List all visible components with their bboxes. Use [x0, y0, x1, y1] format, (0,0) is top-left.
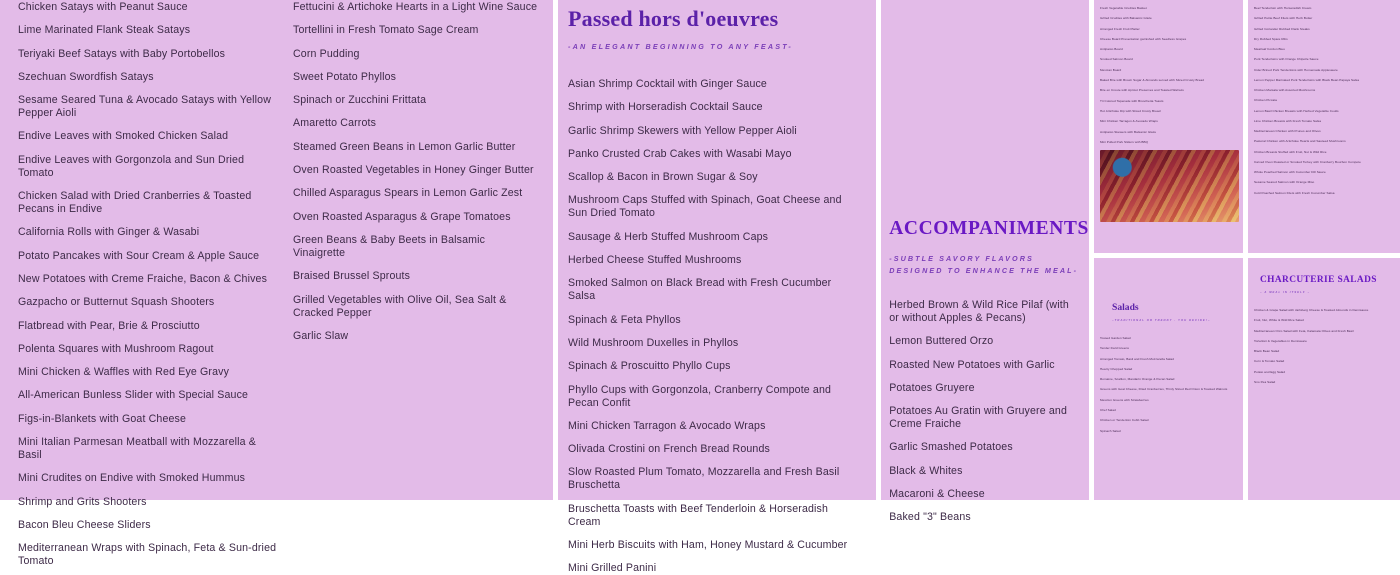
menu-item: Spinach or Zucchini Frittata: [293, 94, 427, 107]
entrees-thumbnail-panel: [1248, 0, 1400, 253]
salads-heading-block: [1100, 302, 1237, 322]
menu-item: Garlic Shrimp Skewers with Yellow Pepper Aioli: [568, 124, 797, 137]
menu-item-tiny: Lemon Basil Chicken Breasts with Herbed Vegetable Coulis: [1254, 108, 1339, 113]
charcuterie-heading-block: [1254, 275, 1394, 294]
menu-item-tiny: Black Bean Salad: [1254, 349, 1280, 354]
menu-item-tiny: Grilled Coriander Rubbed Flank Steaks: [1254, 26, 1310, 31]
menu-item-tiny: Tender Field Greens: [1100, 346, 1129, 351]
menu-item: Tortellini in Fresh Tomato Sage Cream: [293, 24, 479, 37]
menu-item: Chicken Salad with Dried Cranberries & Toasted Pecans in Endive: [18, 190, 252, 216]
salads-title: Salads: [1112, 302, 1139, 313]
salads-list: [1100, 336, 1237, 433]
menu-item-tiny: Sesame Seared Salmon with Orange Miso: [1254, 180, 1315, 185]
menu-item-tiny: Arranged Tomato, Basil and Fresh Mozzarella Salad: [1100, 356, 1174, 361]
menu-item-tiny: Cider Brined Pork Tenderloins with Homemade Applesauce: [1254, 67, 1338, 72]
displays-thumbnail-panel: [1094, 0, 1243, 253]
menu-item: Spinach & Feta Phyllos: [568, 313, 681, 326]
menu-item: Lime Marinated Flank Steak Satays: [18, 24, 191, 37]
menu-item: Szechuan Swordfish Satays: [18, 70, 154, 83]
passed-hors-title: Passed hors d'oeuvres: [568, 6, 779, 31]
appetizers-sides-panel: [0, 0, 553, 568]
passed-hors-list: [558, 78, 876, 575]
menu-item: Bacon Bleu Cheese Sliders: [18, 518, 151, 531]
menu-item-tiny: Tri Colored Tapenade with Bruschetta Toasts: [1100, 98, 1164, 103]
menu-item: Shrimp with Horseradish Cocktail Sauce: [568, 101, 763, 114]
menu-item: Panko Crusted Crab Cakes with Wasabi Mayo: [568, 147, 792, 160]
accompaniments-panel: [881, 0, 1089, 524]
passed-hors-subtitle: -AN ELEGANT BEGINNING TO ANY FEAST-: [568, 42, 794, 51]
menu-item: Phyllo Cups with Gorgonzola, Cranberry Compote and Pecan Confit: [568, 383, 832, 409]
menu-item-tiny: Chicken or Tenderloin Cobb Salad: [1100, 418, 1149, 423]
menu-item-tiny: Chef Salad: [1100, 408, 1116, 413]
menu-item: Mini Chicken & Waffles with Red Eye Gravy: [18, 366, 230, 379]
menu-item: All-American Bunless Slider with Special Sauce: [18, 389, 249, 402]
menu-item-tiny: Arranged Fresh Fruit Platter: [1100, 26, 1140, 31]
menu-item-tiny: Tossed Garden Salad: [1100, 336, 1131, 340]
menu-item-tiny: Mini Pulled Pork Sliders with BBQ: [1100, 139, 1149, 144]
menu-item: Figs-in-Blankets with Goat Cheese: [18, 412, 187, 425]
column-one-list: [0, 0, 285, 568]
menu-item-tiny: Antipasto Skewers with Balsamic Glaze: [1100, 129, 1157, 134]
menu-item-tiny: Antipasto Board: [1100, 47, 1123, 52]
menu-item-tiny: Pastoral Chicken with Artichoke Hearts and Sauteed Mushrooms: [1254, 139, 1346, 144]
menu-item-tiny: Grilled Petite Beef Filets with Herb Butter: [1254, 16, 1313, 21]
charcuterie-thumbnail-panel: [1248, 258, 1400, 500]
menu-item-tiny: Potato and Egg Salad: [1254, 369, 1286, 374]
entrees-list: [1254, 6, 1394, 195]
menu-item: Mini Herb Biscuits with Ham, Honey Mustard & Cucumber: [568, 539, 848, 552]
menu-item: Roasted New Potatoes with Garlic: [889, 358, 1055, 371]
menu-item: Spinach & Proscuitto Phyllo Cups: [568, 360, 731, 373]
menu-item-tiny: Greens with Goat Cheese, Dried Cranberries, Thinly Sliced Red Onion & Toasted Walnuts: [1100, 387, 1228, 392]
menu-item-tiny: Dry Rubbed Spare Ribs: [1254, 36, 1288, 41]
menu-item: Grilled Vegetables with Olive Oil, Sea Salt & Cracked Pepper: [293, 293, 507, 319]
menu-item: Fettucini & Artichoke Hearts in a Light Wine Sauce: [293, 1, 538, 13]
thumbnail-row-top: [1094, 0, 1400, 253]
menu-item-tiny: Mesclun Greens with Strawberries: [1100, 397, 1149, 402]
menu-item: Corn Pudding: [293, 47, 360, 60]
thumbnail-row-bottom: [1094, 258, 1400, 500]
menu-item-tiny: Carved Oven Roasted or Smoked Turkey with Cranberry Bourbon Compote: [1254, 159, 1361, 164]
menu-item-tiny: Spinach Salad: [1100, 428, 1121, 433]
menu-item: Steamed Green Beans in Lemon Garlic Butter: [293, 140, 516, 153]
menu-item: Sweet Potato Phyllos: [293, 70, 397, 83]
menu-item-tiny: Chicken & Grape Salad with Jarlsberg Cheese & Toasted Almonds in Demisauce: [1254, 308, 1369, 312]
menu-item: Slow Roasted Plum Tomato, Mozzarella and Fresh Basil Bruschetta: [568, 466, 840, 492]
menu-item: Endive Leaves with Smoked Chicken Salad: [18, 130, 229, 143]
menu-item: Potatoes Au Gratin with Gruyere and Creme Fraiche: [889, 405, 1067, 431]
menu-item: Potatoes Gruyere: [889, 381, 975, 394]
accompaniments-list: [881, 299, 1089, 524]
menu-item: Braised Brussel Sprouts: [293, 270, 411, 283]
menu-item: Endive Leaves with Gorgonzola and Sun Dried Tomato: [18, 153, 245, 179]
menu-item-tiny: Brie en Croute with Apricot Preserves and Toasted Walnuts: [1100, 88, 1184, 93]
menu-item-tiny: Fruit, Nut, White & Wild Rice Salad: [1254, 318, 1304, 323]
menu-item: Polenta Squares with Mushroom Ragout: [18, 342, 214, 355]
menu-item-tiny: Tortelloni & Vegetables in Demisauce: [1254, 338, 1307, 343]
menu-item-tiny: Mediterranean Orzo Salad with Feta, Kalamata Olives and Fresh Basil: [1254, 328, 1354, 333]
menu-item: Baked "3" Beans: [889, 511, 971, 524]
menu-item: Garlic Smashed Potatoes: [889, 441, 1013, 454]
menu-item: Green Beans & Baby Beets in Balsamic Vinaigrette: [293, 233, 486, 259]
menu-item-tiny: Sno Pea Salad: [1254, 380, 1276, 385]
menu-item: Mini Italian Parmesan Meatball with Mozzarella & Basil: [18, 436, 257, 462]
menu-item: Teriyaki Beef Satays with Baby Portobellos: [18, 47, 226, 60]
menu-item: New Potatoes with Creme Fraiche, Bacon & Chives: [18, 272, 268, 285]
menu-item: Herbed Brown & Wild Rice Pilaf (with or without Apples & Pecans): [889, 299, 1069, 324]
menu-item: Gazpacho or Butternut Squash Shooters: [18, 296, 215, 309]
menu-item: Sausage & Herb Stuffed Mushroom Caps: [568, 230, 769, 243]
menu-item: Olivada Crostini on French Bread Rounds: [568, 443, 770, 456]
menu-item-tiny: Chicken Marsala with Assorted Mushrooms: [1254, 88, 1316, 92]
salads-subtitle: ~TRADITIONAL OR TRENDY - YOU DECIDE!~: [1112, 319, 1211, 322]
menu-item: Flatbread with Pear, Brie & Prosciutto: [18, 319, 200, 332]
menu-item: Chicken Satays with Peanut Sauce: [18, 1, 188, 13]
menu-item-tiny: Cheese Board Presentation garnished with Seedless Grapes: [1100, 36, 1187, 41]
menu-item: Macaroni & Cheese: [889, 488, 985, 501]
menu-item: Mini Crudites on Endive with Smoked Hummus: [18, 472, 246, 485]
menu-item-tiny: Corn & Tomato Salad: [1254, 359, 1285, 364]
menu-item-tiny: Mediterranean Chicken with Prunes and Olives: [1254, 129, 1321, 133]
charcuterie-list: [1254, 308, 1394, 384]
menu-item: Garlic Slaw: [293, 329, 349, 342]
menu-item: Herbed Cheese Stuffed Mushrooms: [568, 254, 742, 267]
passed-hors-doeuvres-panel: [558, 0, 876, 575]
menu-item-tiny: Baked Brie with Brown Sugar & Almonds served with Sliced Crusty Bread: [1100, 78, 1205, 83]
menu-item-tiny: Grilled Crudites with Balsamic Glaze: [1100, 16, 1152, 21]
menu-item: California Rolls with Ginger & Wasabi: [18, 226, 200, 239]
menu-item: Sesame Seared Tuna & Avocado Satays with Yellow Pepper Aioli: [18, 94, 272, 120]
menu-item-tiny: Meatloaf Cordon Bleu: [1254, 47, 1285, 51]
menu-item-tiny: Mini Chicken Tarragon & Avocado Wraps: [1100, 119, 1158, 124]
menu-item: Asian Shrimp Cocktail with Ginger Sauce: [568, 78, 767, 90]
menu-item: Oven Roasted Asparagus & Grape Tomatoes: [293, 210, 511, 223]
charcuterie-title: CHARCUTERIE SALADS: [1260, 275, 1377, 285]
menu-item-tiny: Fresh Vegetable Crudites Basket: [1100, 6, 1147, 10]
menu-item: Oven Roasted Vegetables in Honey Ginger Butter: [293, 164, 534, 177]
menu-item-tiny: Romaine, Scallion, Mandarin Orange & Pecan Salad: [1100, 377, 1175, 382]
menu-item-tiny: Whole Poached Salmon with Cucumber Dill Sauce: [1254, 170, 1326, 174]
menu-item-tiny: Lemon Pepper Marinated Pork Tenderloins with Black Bean Papaya Salsa: [1254, 77, 1359, 82]
menu-item: Mini Grilled Panini: [568, 562, 657, 575]
accompaniments-subtitle: -SUBTLE SAVORY FLAVORS DESIGNED TO ENHANCE THE MEAL-: [889, 254, 1079, 275]
menu-item: Chilled Asparagus Spears in Lemon Garlic Zest: [293, 187, 523, 200]
column-two-list: [285, 0, 553, 500]
menu-item-tiny: Mexican Board: [1100, 67, 1122, 72]
menu-item: Amaretto Carrots: [293, 117, 377, 130]
salads-thumbnail-panel: [1094, 258, 1243, 500]
menu-item-tiny: Cold Poached Salmon Filets with Fresh Cucumber Salsa: [1254, 190, 1335, 195]
menu-item-tiny: Hearty Chopped Salad: [1100, 366, 1133, 371]
thumbnail-pages-stack: [1094, 0, 1400, 500]
menu-item: Mini Chicken Tarragon & Avocado Wraps: [568, 419, 766, 432]
menu-item: Bruschetta Toasts with Beef Tenderloin & Horseradish Cream: [568, 502, 829, 528]
menu-item: Mediterranean Wraps with Spinach, Feta & Sun-dried Tomato: [18, 542, 277, 568]
menu-item: Wild Mushroom Duxelles in Phyllos: [568, 336, 739, 349]
menu-item: Lemon Buttered Orzo: [889, 335, 994, 348]
menu-item: Scallop & Bacon in Brown Sugar & Soy: [568, 171, 758, 184]
menu-item: Smoked Salmon on Black Bread with Fresh Cucumber Salsa: [568, 277, 832, 303]
menu-item-tiny: Beef Tenderloin with Horseradish Cream: [1254, 6, 1312, 10]
menu-item-tiny: Hot Artichoke Dip with Sliced Crusty Bread: [1100, 108, 1161, 113]
displays-list: [1100, 6, 1237, 144]
menu-item: Mushroom Caps Stuffed with Spinach, Goat Cheese and Sun Dried Tomato: [568, 194, 842, 220]
menu-item-tiny: Chicken Piccata: [1254, 98, 1277, 103]
menu-item: Shrimp and Grits Shooters: [18, 495, 147, 508]
menu-item: Black & Whites: [889, 464, 963, 477]
menu-item-tiny: Lime Chicken Breasts with Fresh Tomato Salsa: [1254, 118, 1321, 123]
menu-item-tiny: Smoked Salmon Board: [1100, 57, 1133, 62]
charcuterie-subtitle: ~ A MEAL IN ITSELF ~: [1260, 291, 1311, 294]
menu-item-tiny: Pork Tenderloins with Orange Chipotle Sauce: [1254, 57, 1319, 62]
accompaniments-title: ACCOMPANIMENTS: [889, 218, 1089, 239]
menu-item: Potato Pancakes with Sour Cream & Apple Sauce: [18, 249, 260, 262]
skewers-photo: [1100, 150, 1239, 222]
menu-item-tiny: Chicken Breasts Stuffed with Fruit, Nut & Wild Rice: [1254, 149, 1327, 154]
